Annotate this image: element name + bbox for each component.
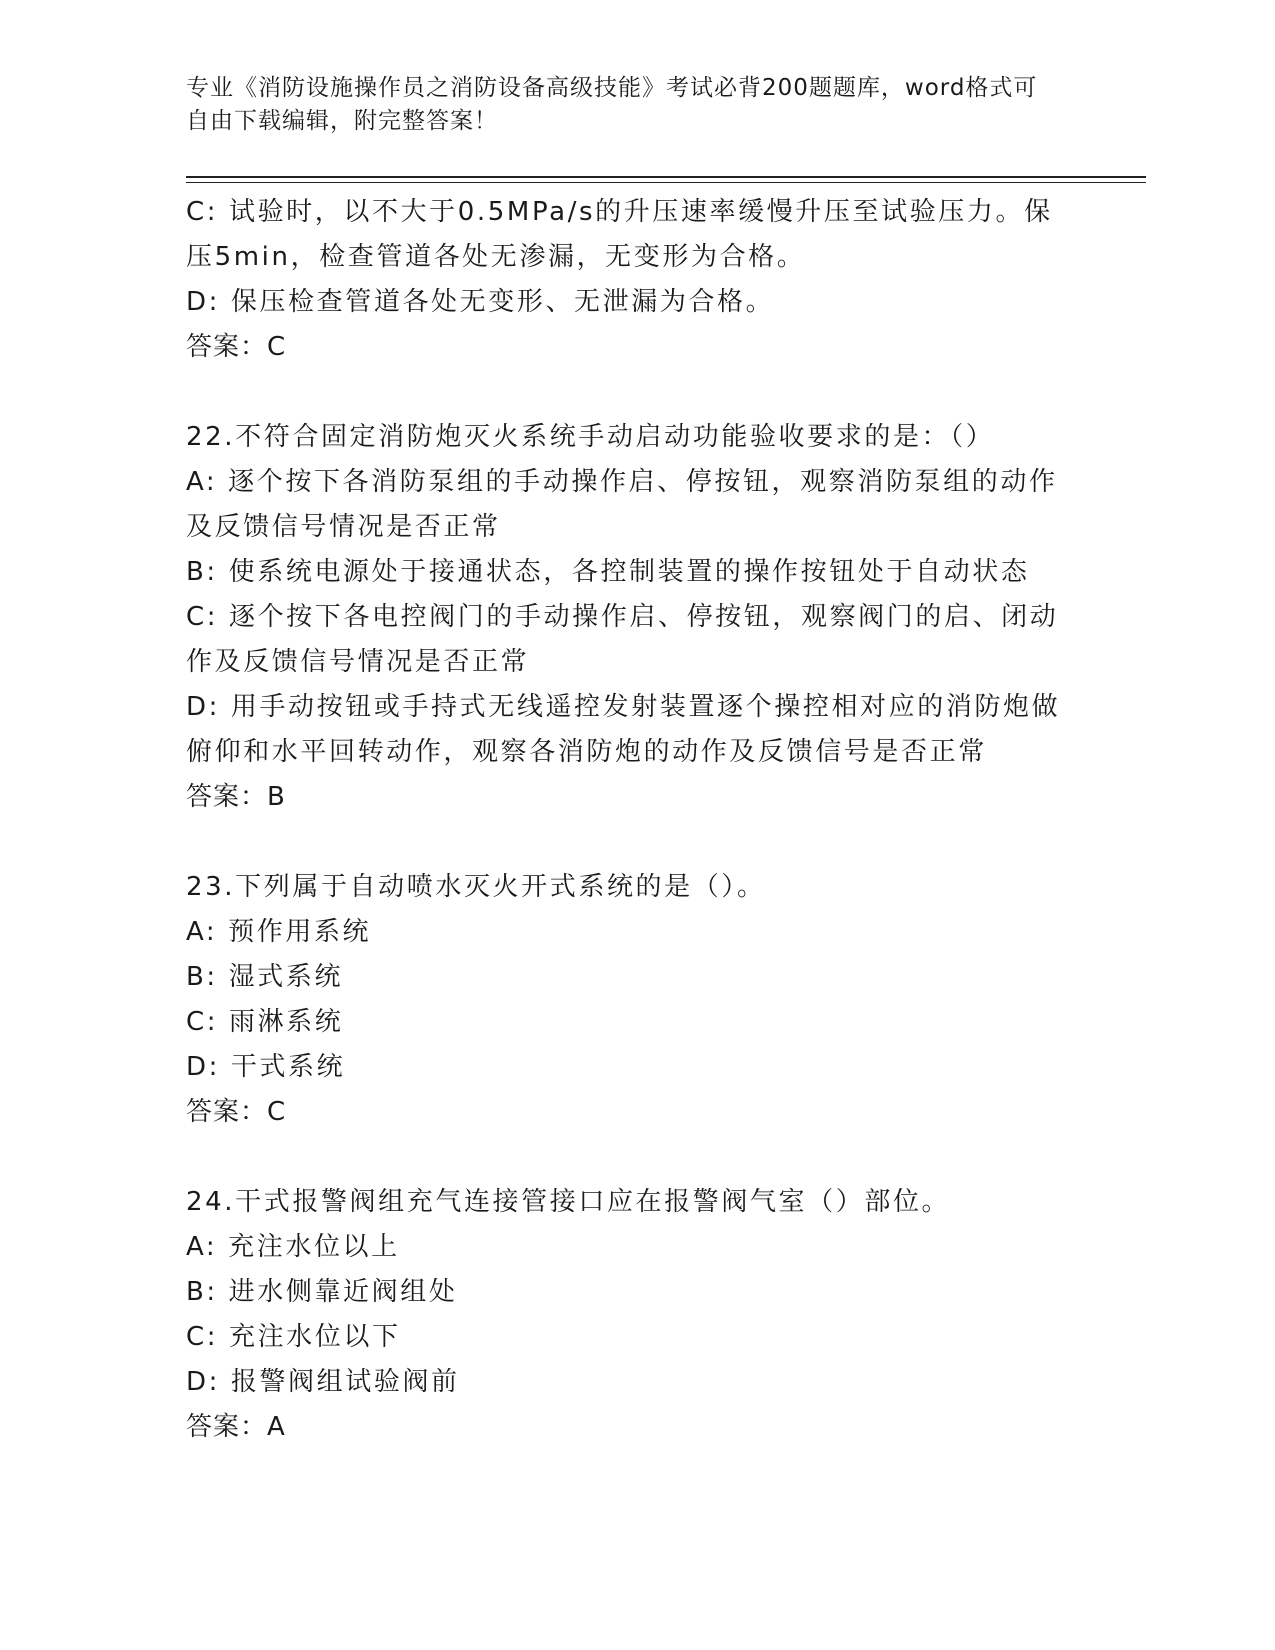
question-stem: 22.不符合固定消防炮灭火系统手动启动功能验收要求的是：（） [186, 422, 995, 452]
question-22 [186, 415, 1086, 820]
header-line-1: 专业《消防设施操作员之消防设备高级技能》考试必背200题题库，word格式可 [186, 75, 1038, 101]
option-line: A: 逐个按下各消防泵组的手动操作启、停按钮，观察消防泵组的动作 [186, 467, 1058, 497]
option-line: D: 报警阀组试验阀前 [186, 1367, 460, 1397]
option-line: 俯仰和水平回转动作，观察各消防炮的动作及反馈信号是否正常 [186, 737, 987, 767]
option-line: D: 干式系统 [186, 1052, 346, 1082]
answer-line: 答案：C [186, 1097, 287, 1127]
option-line: 压5min，检查管道各处无渗漏，无变形为合格。 [186, 242, 806, 272]
spacer [186, 820, 1086, 865]
option-line: C: 雨淋系统 [186, 1007, 344, 1037]
option-line: B: 湿式系统 [186, 962, 344, 992]
option-line: D: 用手动按钮或手持式无线遥控发射装置逐个操控相对应的消防炮做 [186, 692, 1061, 722]
header-rule-thin [186, 182, 1146, 183]
option-line: 作及反馈信号情况是否正常 [186, 647, 530, 677]
answer-line: 答案：C [186, 332, 287, 362]
option-line: D: 保压检查管道各处无变形、无泄漏为合格。 [186, 287, 775, 317]
answer-line: 答案：B [186, 782, 286, 812]
option-line: C: 试验时，以不大于0.5MPa/s的升压速率缓慢升压至试验压力。保 [186, 197, 1053, 227]
option-line: C: 充注水位以下 [186, 1322, 401, 1352]
spacer [186, 1135, 1086, 1180]
header-line-2: 自由下载编辑，附完整答案！ [186, 108, 498, 134]
document-header [186, 72, 1086, 138]
option-line: B: 使系统电源处于接通状态，各控制装置的操作按钮处于自动状态 [186, 557, 1030, 587]
option-line: 及反馈信号情况是否正常 [186, 512, 501, 542]
option-line: A: 预作用系统 [186, 917, 372, 947]
option-line: A: 充注水位以上 [186, 1232, 400, 1262]
question-24 [186, 1180, 1086, 1450]
question-21-continuation [186, 190, 1086, 370]
spacer [186, 370, 1086, 415]
answer-line: 答案：A [186, 1412, 286, 1442]
question-23 [186, 865, 1086, 1135]
header-rule-thick [186, 176, 1146, 178]
document-body [186, 190, 1086, 1450]
question-stem: 24.干式报警阀组充气连接管接口应在报警阀气室（）部位。 [186, 1187, 951, 1217]
option-line: C: 逐个按下各电控阀门的手动操作启、停按钮，观察阀门的启、闭动 [186, 602, 1059, 632]
question-stem: 23.下列属于自动喷水灭火开式系统的是（）。 [186, 872, 766, 902]
option-line: B: 进水侧靠近阀组处 [186, 1277, 458, 1307]
